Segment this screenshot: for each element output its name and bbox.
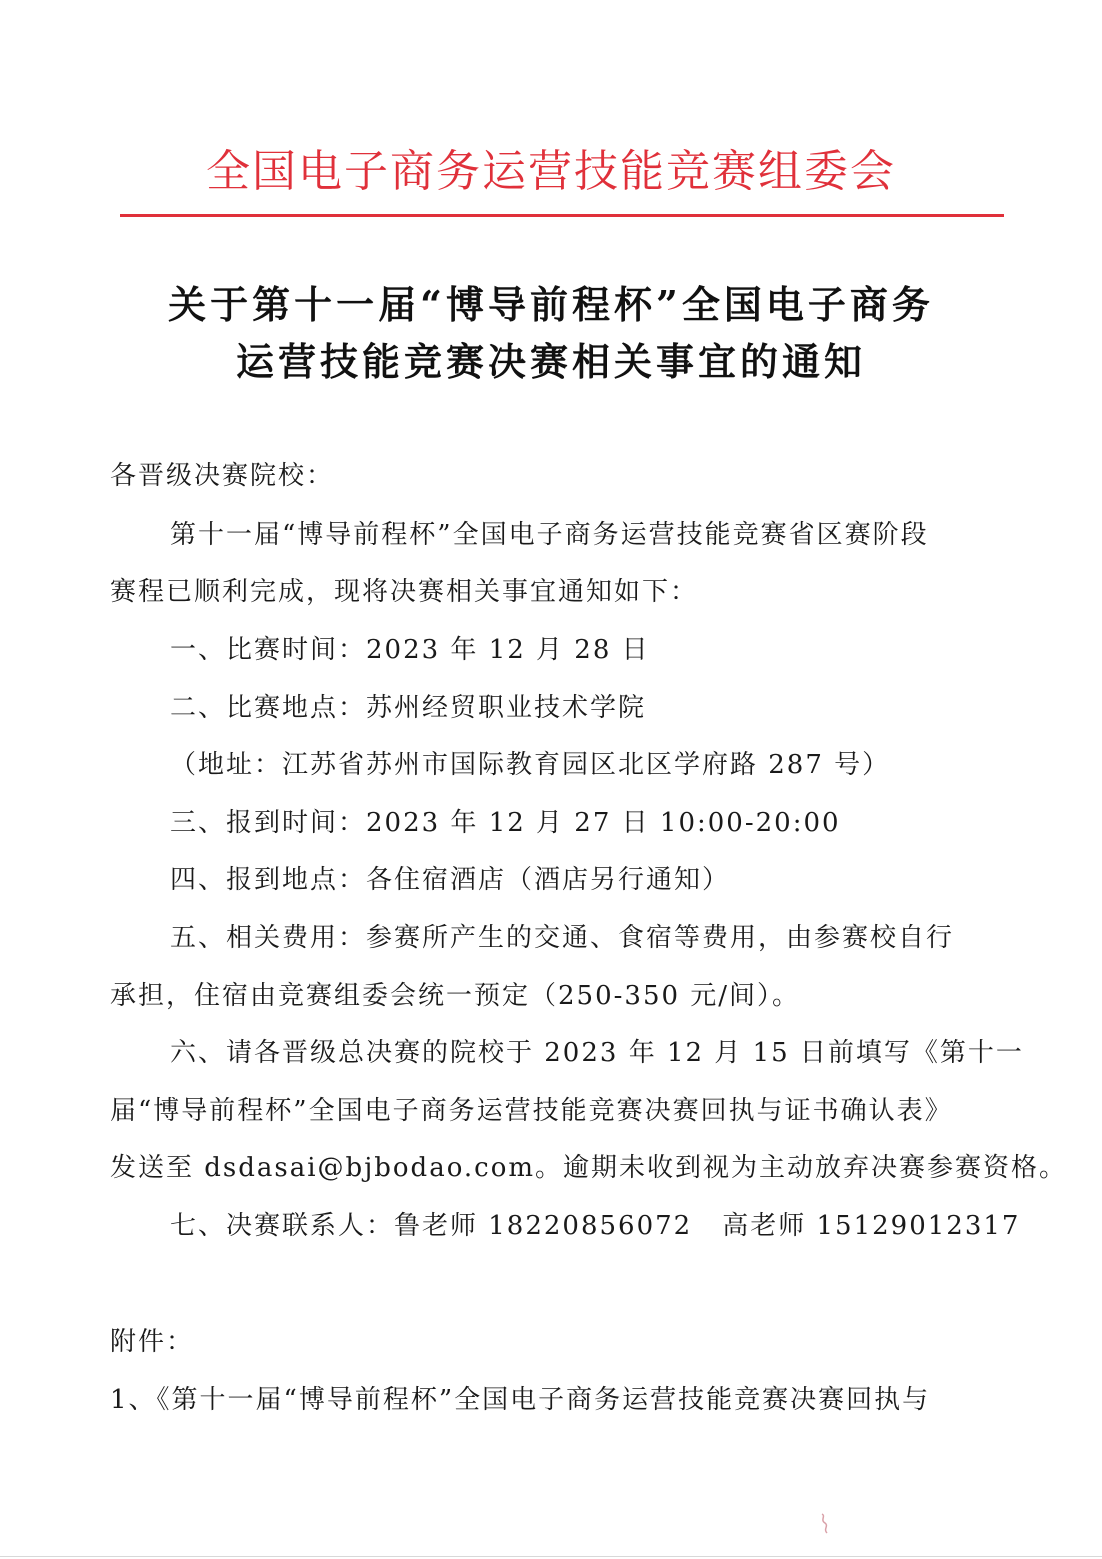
item-confirmation-line-3: 发送至 dsdasai@bjbodao.com。逾期未收到视为主动放弃决赛参赛资格。 xyxy=(110,1153,1068,1183)
organization-header: 全国电子商务运营技能竞赛组委会 xyxy=(206,146,896,197)
attachments-heading: 附件： xyxy=(110,1327,195,1357)
item-confirmation-line-2: 届“博导前程杯”全国电子商务运营技能竞赛决赛回执与证书确认表》 xyxy=(110,1096,953,1126)
item-checkin-time: 三、报到时间：2023 年 12 月 27 日 10:00-20:00 xyxy=(170,808,841,838)
salutation: 各晋级决赛院校： xyxy=(110,461,335,491)
item-venue-address: （地址：江苏省苏州市国际教育园区北区学府路 287 号） xyxy=(170,750,891,780)
attachment-item-1: 1、《第十一届“博导前程杯”全国电子商务运营技能竞赛决赛回执与 xyxy=(110,1385,931,1415)
item-competition-time: 一、比赛时间：2023 年 12 月 28 日 xyxy=(170,635,650,665)
page-bottom-edge xyxy=(0,1556,1102,1557)
item-fees-line-2: 承担，住宿由竞赛组委会统一预定（250-350 元/间）。 xyxy=(110,981,801,1011)
header-divider xyxy=(120,214,1004,217)
item-competition-venue: 二、比赛地点：苏州经贸职业技术学院 xyxy=(170,693,647,723)
item-confirmation-line-1: 六、请各晋级总决赛的院校于 2023 年 12 月 15 日前填写《第十一 xyxy=(170,1038,1024,1068)
item-contacts xyxy=(170,1208,1020,1244)
contact-primary: 七、决赛联系人：鲁老师 18220856072 xyxy=(170,1211,693,1241)
item-checkin-location: 四、报到地点：各住宿酒店（酒店另行通知） xyxy=(170,865,731,895)
contact-secondary: 高老师 15129012317 xyxy=(722,1211,1021,1241)
notice-title-line-2: 运营技能竞赛决赛相关事宜的通知 xyxy=(235,339,866,384)
intro-paragraph-line-2: 赛程已顺利完成，现将决赛相关事宜通知如下： xyxy=(110,577,699,607)
scan-artifact-mark xyxy=(818,1512,832,1536)
notice-title-line-1: 关于第十一届“博导前程杯”全国电子商务 xyxy=(168,282,934,327)
intro-paragraph-line-1: 第十一届“博导前程杯”全国电子商务运营技能竞赛省区赛阶段 xyxy=(170,520,929,550)
item-fees-line-1: 五、相关费用：参赛所产生的交通、食宿等费用，由参赛校自行 xyxy=(170,923,955,953)
